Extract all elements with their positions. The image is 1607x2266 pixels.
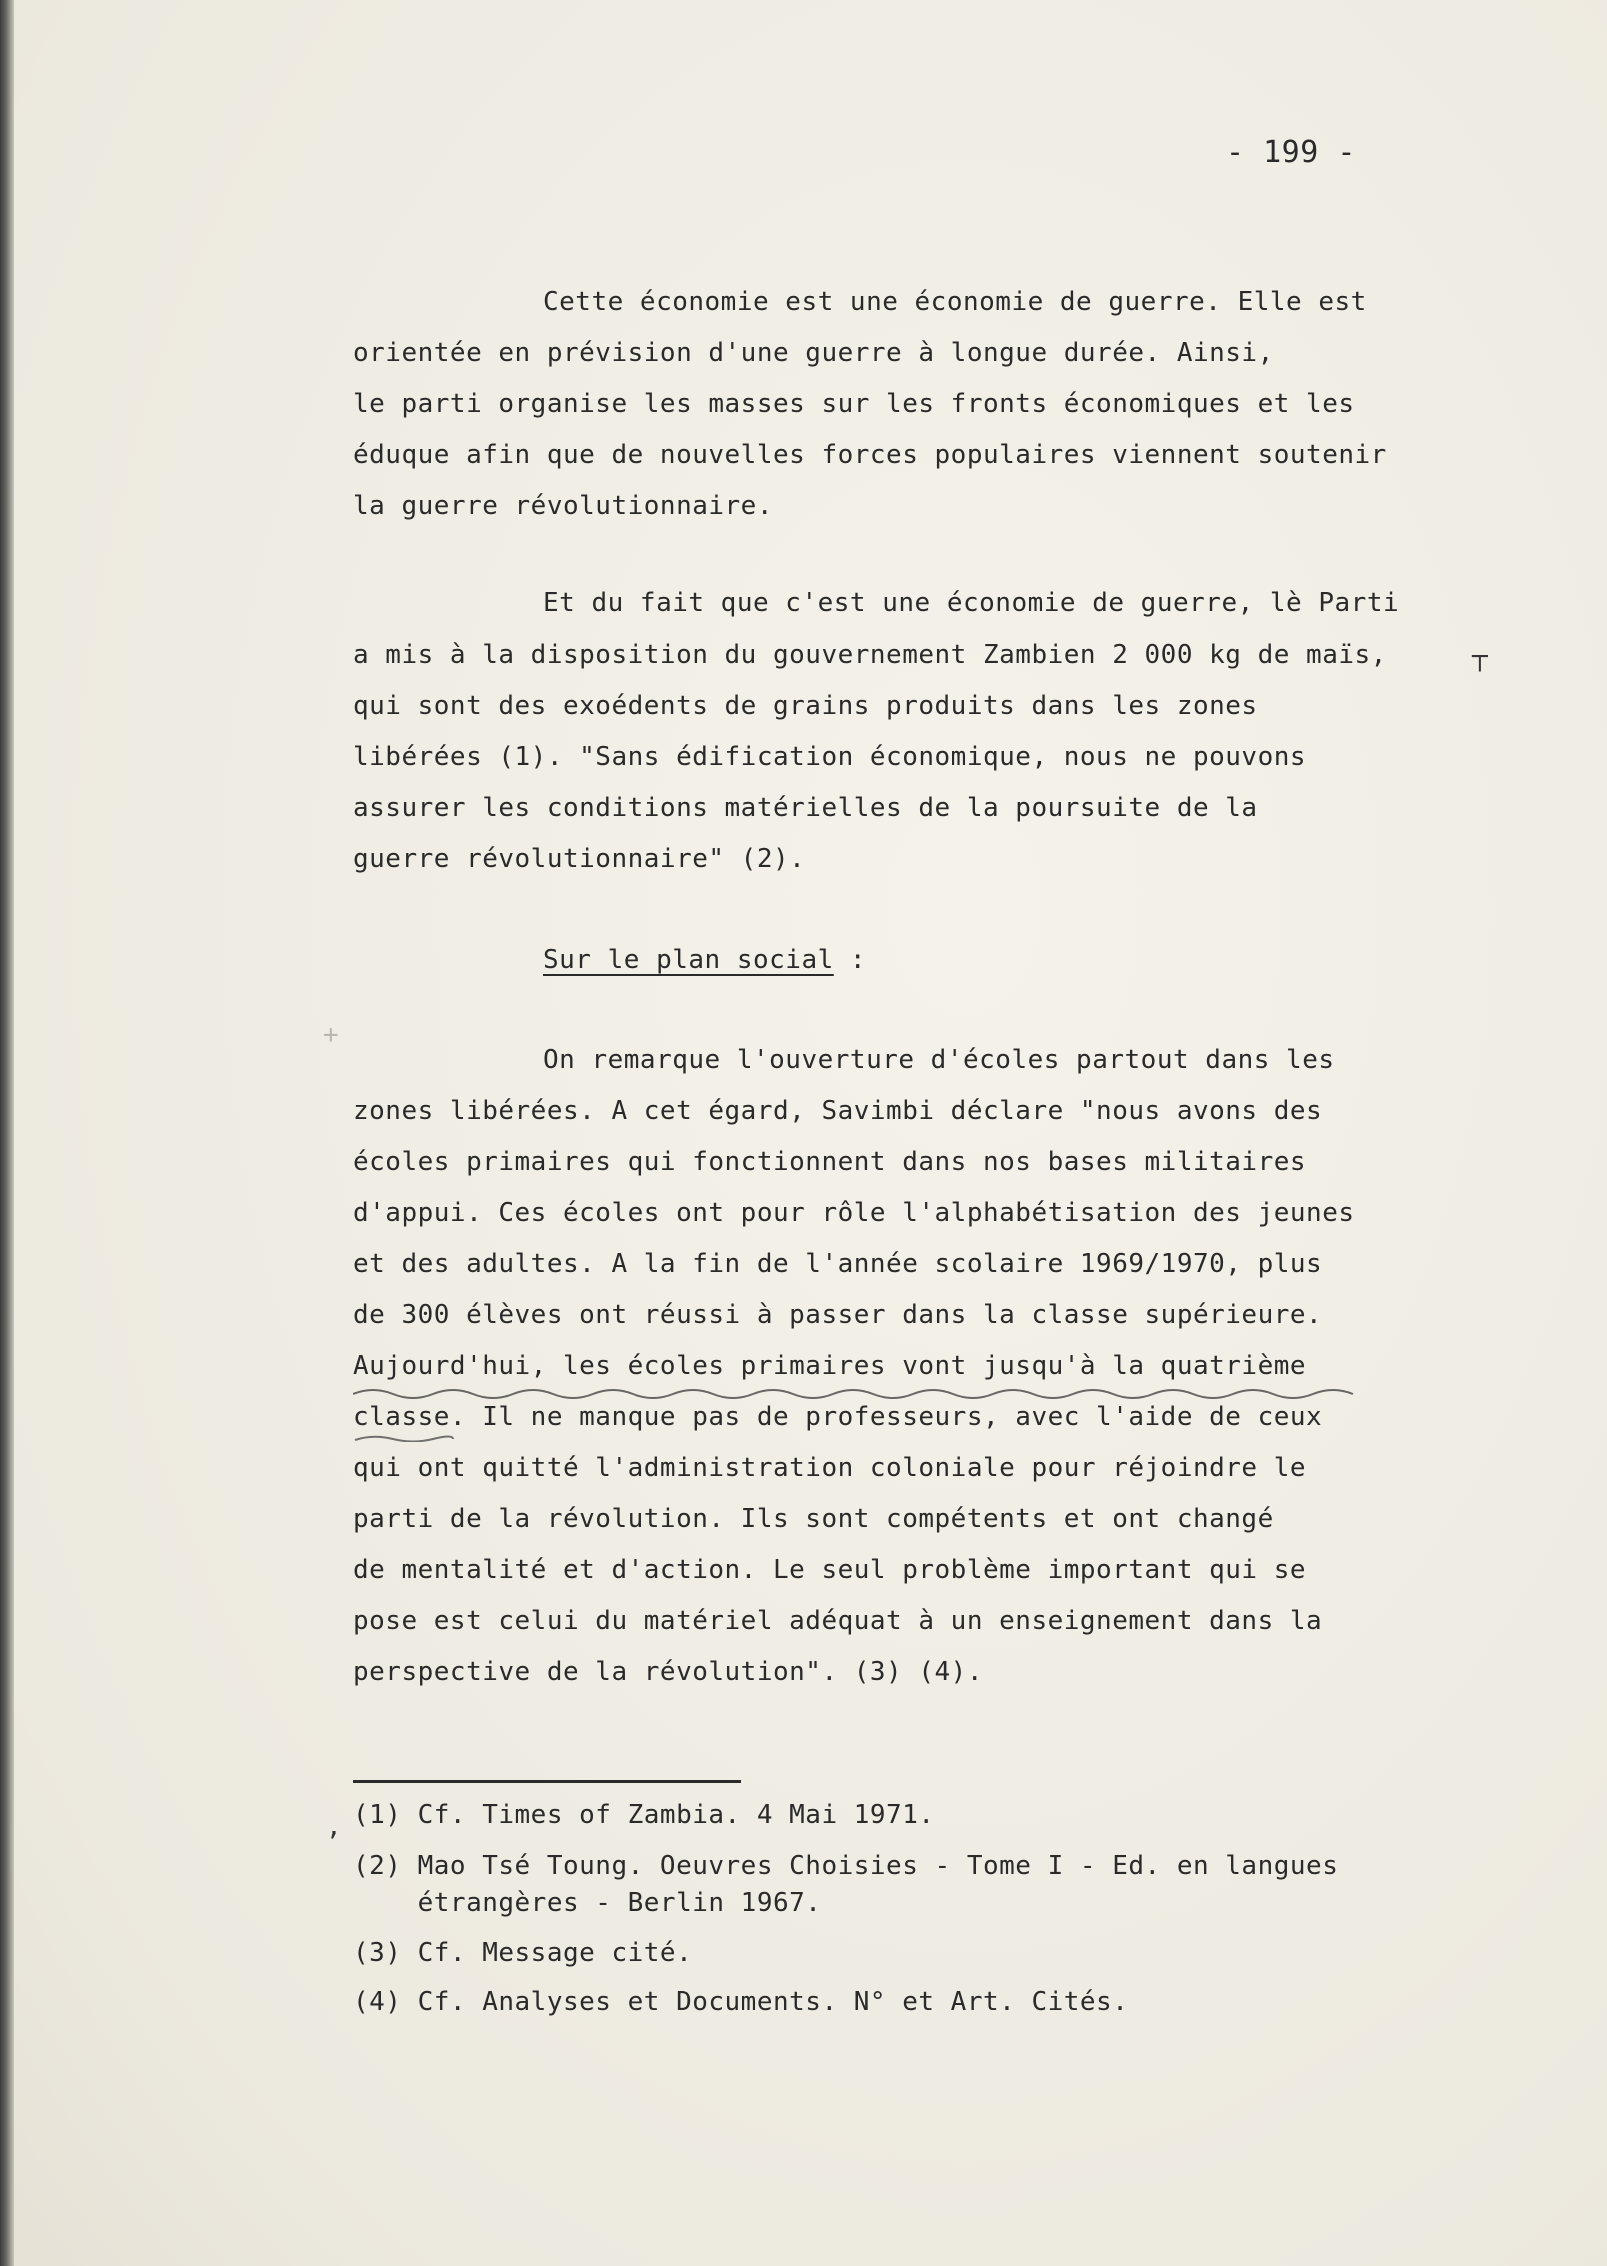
paragraph-2-line-5: assurer les conditions matérielles de la poursuite de la (353, 793, 1258, 823)
footnote-4: (4) Cf. Analyses et Documents. N° et Art. Cités. (353, 1987, 1129, 2017)
paragraph-1-line-3: le parti organise les masses sur les fronts économiques et les (353, 389, 1355, 419)
footnote-2-continued: étrangères - Berlin 1967. (353, 1888, 822, 1918)
page-number: - 199 - (1226, 135, 1356, 170)
section-heading-colon: : (833, 945, 867, 975)
paragraph-3-line-12: pose est celui du matériel adéquat à un enseignement dans la (353, 1606, 1323, 1636)
paragraph-1-line-4: éduque afin que de nouvelles forces populaires viennent soutenir (353, 440, 1387, 470)
paragraph-3-line-9: qui ont quitté l'administration coloniale pour réjoindre le (353, 1453, 1307, 1483)
paragraph-3-line-4: d'appui. Ces écoles ont pour rôle l'alphabétisation des jeunes (353, 1198, 1355, 1228)
margin-correction-mark: ┬ (1472, 642, 1488, 672)
paragraph-3-line-7: Aujourd'hui, les écoles primaires vont jusqu'à la quatrième (353, 1351, 1307, 1381)
section-heading-text: Sur le plan social (543, 945, 834, 975)
paragraph-3-line-5: et des adultes. A la fin de l'année scolaire 1969/1970, plus (353, 1249, 1323, 1279)
paragraph-2-line-3: qui sont des exoédents de grains produits dans les zones (353, 691, 1258, 721)
footnote-margin-mark: , (326, 1812, 342, 1842)
paragraph-3-line-13: perspective de la révolution". (3) (4). (353, 1657, 983, 1687)
paragraph-1-line-2: orientée en prévision d'une guerre à longue durée. Ainsi, (353, 338, 1274, 368)
paragraph-2-line-1: Et du fait que c'est une économie de guerre, lè Parti (543, 588, 1400, 618)
paragraph-2-line-4: libérées (1). "Sans édification économique, nous ne pouvons (353, 742, 1307, 772)
paragraph-3-line-1: On remarque l'ouverture d'écoles partout dans les (543, 1045, 1335, 1075)
footnote-3: (3) Cf. Message cité. (353, 1938, 693, 1968)
footnote-2: (2) Mao Tsé Toung. Oeuvres Choisies - Tome I - Ed. en langues (353, 1851, 1339, 1881)
margin-cross-mark: + (323, 1020, 339, 1050)
paragraph-1-line-1: Cette économie est une économie de guerre. Elle est (543, 287, 1367, 317)
paragraph-3-line-8: classe. Il ne manque pas de professeurs, avec l'aide de ceux (353, 1402, 1323, 1432)
footnote-1: (1) Cf. Times of Zambia. 4 Mai 1971. (353, 1800, 935, 1830)
paragraph-3-line-10: parti de la révolution. Ils sont compétents et ont changé (353, 1504, 1274, 1534)
handwritten-wavy-underline (353, 1382, 1403, 1442)
paragraph-2-line-2: a mis à la disposition du gouvernement Zambien 2 000 kg de maïs, (353, 640, 1387, 670)
paragraph-3-line-2: zones libérées. A cet égard, Savimbi déclare "nous avons des (353, 1096, 1323, 1126)
paragraph-3-line-3: écoles primaires qui fonctionnent dans nos bases militaires (353, 1147, 1307, 1177)
binding-edge (0, 0, 14, 2266)
paragraph-2-line-6: guerre révolutionnaire" (2). (353, 844, 806, 874)
footnote-separator (353, 1780, 741, 1783)
paragraph-1-line-5: la guerre révolutionnaire. (353, 491, 773, 521)
section-heading (543, 945, 866, 975)
paragraph-3-line-6: de 300 élèves ont réussi à passer dans la classe supérieure. (353, 1300, 1323, 1330)
paragraph-3-line-11: de mentalité et d'action. Le seul problème important qui se (353, 1555, 1307, 1585)
